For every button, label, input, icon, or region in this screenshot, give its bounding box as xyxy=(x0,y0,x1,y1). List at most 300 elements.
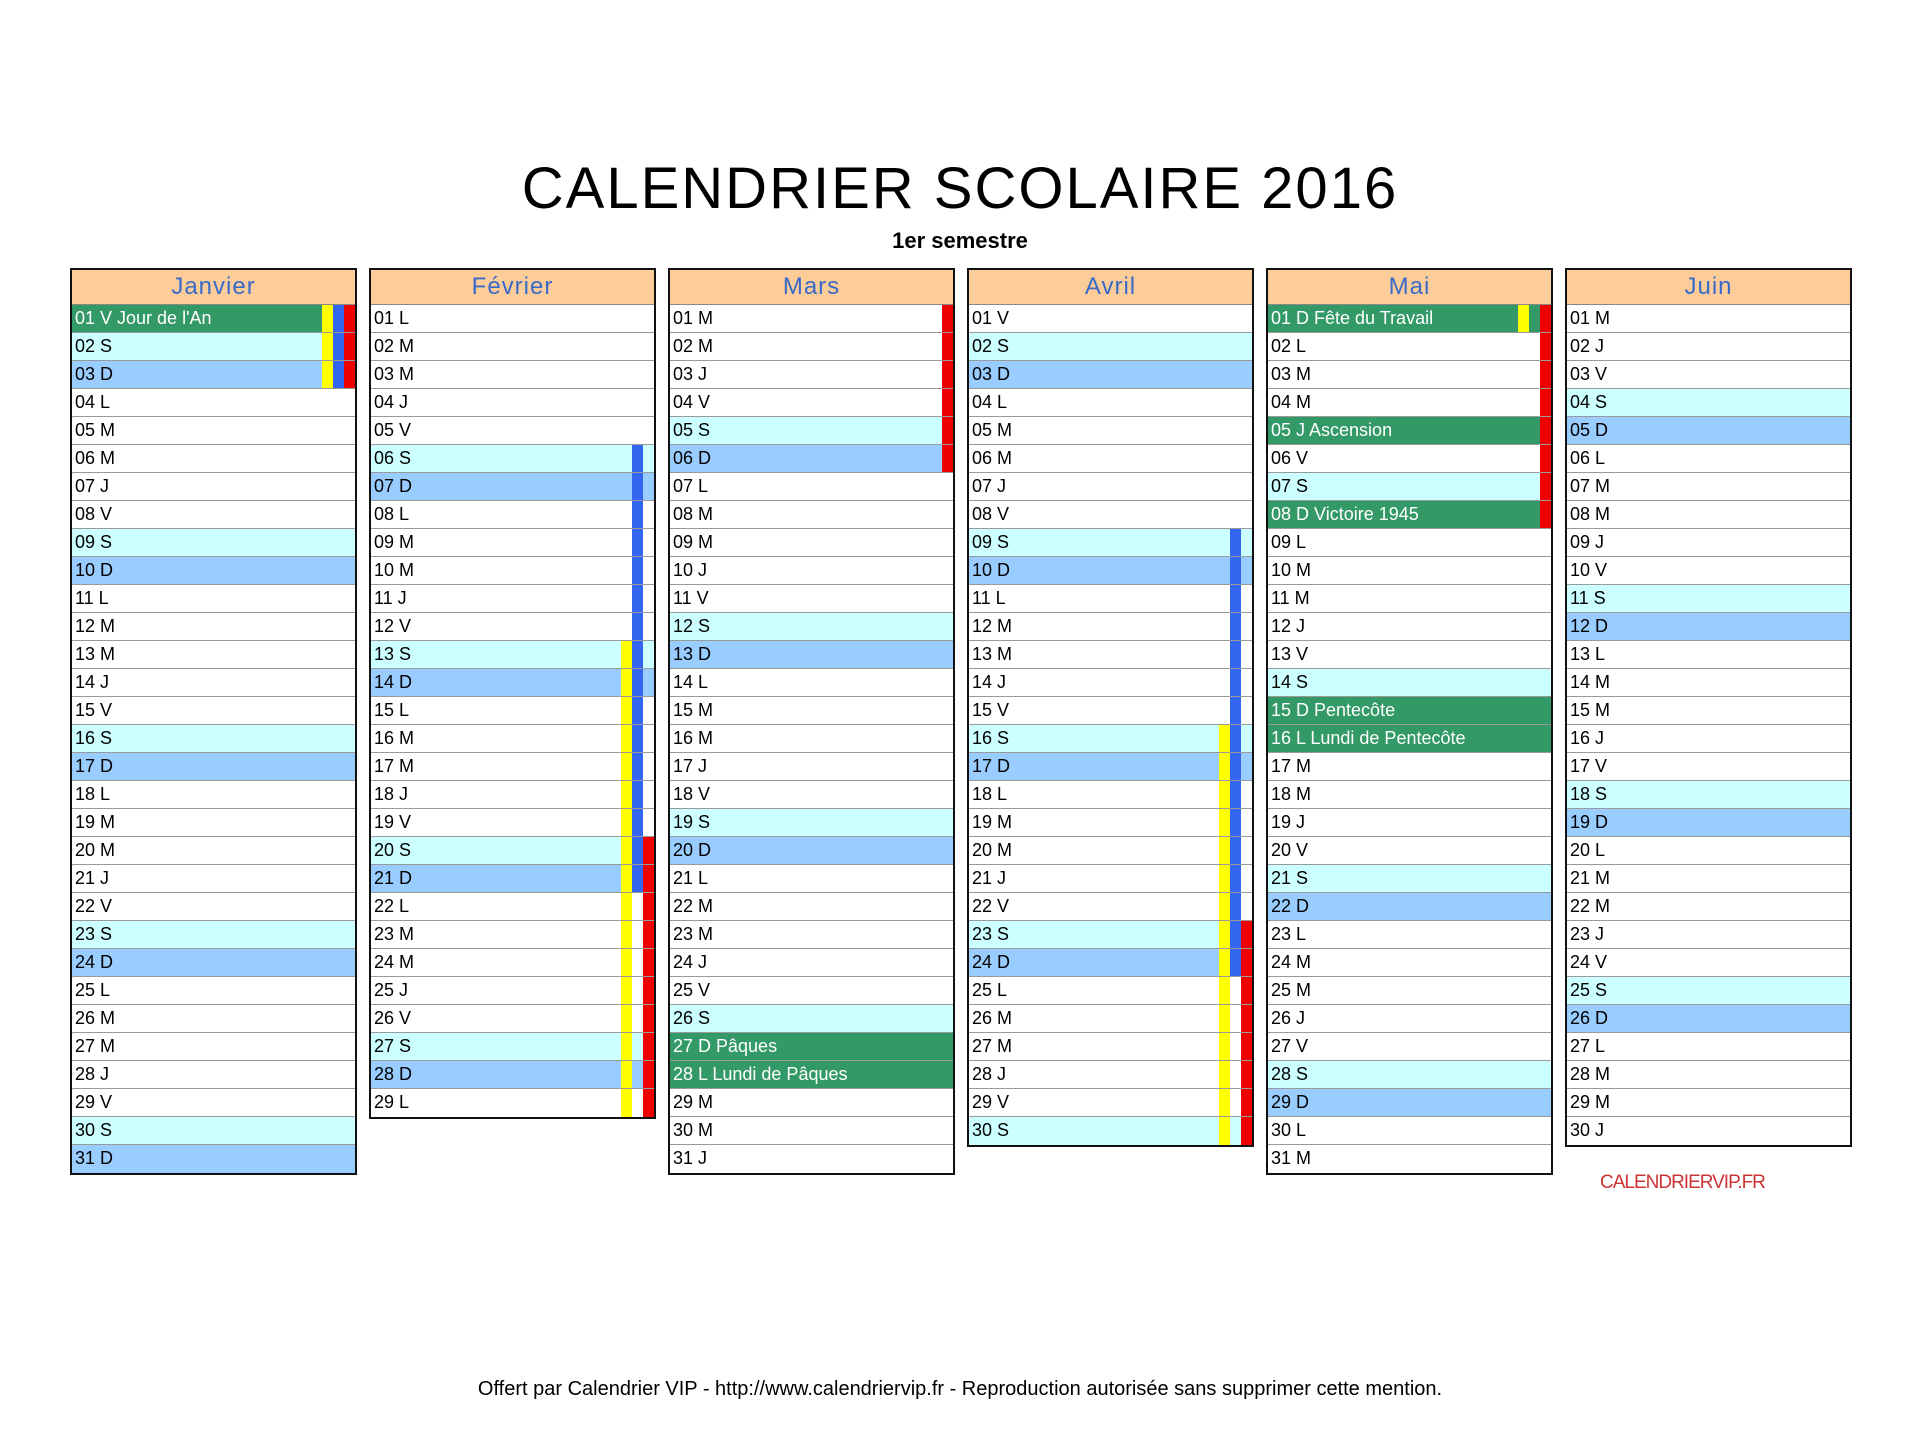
day-label: 08 D Victoire 1945 xyxy=(1271,504,1419,524)
day-row xyxy=(72,837,355,865)
day-label: 23 M xyxy=(673,924,714,944)
zone-a-marker xyxy=(1219,1061,1230,1088)
day-row xyxy=(72,753,355,781)
day-row xyxy=(371,809,654,837)
day-row xyxy=(1268,949,1551,977)
day-label: 29 L xyxy=(374,1092,410,1112)
day-label: 21 J xyxy=(75,868,110,888)
day-row xyxy=(670,781,953,809)
day-label: 05 J Ascension xyxy=(1271,420,1393,440)
zone-c-marker xyxy=(643,1089,654,1117)
day-row xyxy=(371,641,654,669)
day-label: 07 J xyxy=(75,476,110,496)
day-row xyxy=(1567,949,1850,977)
day-label: 11 J xyxy=(374,588,407,608)
day-row xyxy=(670,1033,953,1061)
day-label: 31 J xyxy=(673,1148,708,1168)
day-row xyxy=(1268,781,1551,809)
zone-c-marker xyxy=(643,949,654,976)
day-label: 20 V xyxy=(1271,840,1309,860)
zone-c-marker xyxy=(1241,1033,1252,1060)
zone-a-marker xyxy=(1219,949,1230,976)
day-label: 29 D xyxy=(1271,1092,1310,1112)
day-label: 09 M xyxy=(673,532,714,552)
day-label: 14 L xyxy=(673,672,709,692)
day-row xyxy=(1268,417,1551,445)
zone-b-marker xyxy=(1230,725,1241,752)
day-label: 28 D xyxy=(374,1064,413,1084)
zone-c-marker xyxy=(942,389,953,416)
day-label: 02 M xyxy=(374,336,415,356)
day-row xyxy=(1567,641,1850,669)
day-row xyxy=(371,305,654,333)
day-row xyxy=(72,893,355,921)
zone-a-marker xyxy=(621,921,632,948)
zone-c-marker xyxy=(942,445,953,472)
day-row xyxy=(670,585,953,613)
day-row xyxy=(969,613,1252,641)
month-column-mars xyxy=(668,268,955,1175)
day-row xyxy=(1567,529,1850,557)
day-row xyxy=(72,361,355,389)
day-row xyxy=(1268,641,1551,669)
day-row xyxy=(371,781,654,809)
day-label: 12 J xyxy=(1271,616,1306,636)
zone-b-marker xyxy=(632,809,643,836)
day-row xyxy=(670,613,953,641)
zone-a-marker xyxy=(621,669,632,696)
day-row xyxy=(371,725,654,753)
day-row xyxy=(670,557,953,585)
day-label: 04 L xyxy=(75,392,111,412)
month-column-avril xyxy=(967,268,1254,1147)
zone-a-marker xyxy=(621,781,632,808)
day-label: 30 J xyxy=(1570,1120,1605,1140)
day-row xyxy=(1567,669,1850,697)
zone-a-marker xyxy=(621,949,632,976)
day-row xyxy=(670,389,953,417)
day-row xyxy=(72,1061,355,1089)
zone-a-marker xyxy=(322,361,333,388)
day-row xyxy=(371,361,654,389)
day-row xyxy=(1268,473,1551,501)
day-row xyxy=(72,949,355,977)
day-row xyxy=(1567,809,1850,837)
day-row xyxy=(72,501,355,529)
day-row xyxy=(1268,753,1551,781)
day-row xyxy=(1268,305,1551,333)
zone-a-marker xyxy=(621,837,632,864)
day-label: 19 S xyxy=(673,812,711,832)
zone-b-marker xyxy=(1230,641,1241,668)
day-label: 16 J xyxy=(1570,728,1605,748)
day-label: 23 S xyxy=(75,924,113,944)
day-row xyxy=(670,893,953,921)
day-label: 28 L Lundi de Pâques xyxy=(673,1064,848,1084)
zone-b-marker xyxy=(632,473,643,500)
zone-c-marker xyxy=(1241,1089,1252,1116)
day-row xyxy=(1268,389,1551,417)
day-label: 06 L xyxy=(1570,448,1606,468)
zone-c-marker xyxy=(942,361,953,388)
day-row xyxy=(1567,361,1850,389)
zone-a-marker xyxy=(621,1005,632,1032)
zone-a-marker xyxy=(1219,725,1230,752)
day-label: 10 M xyxy=(374,560,415,580)
day-row xyxy=(1268,1117,1551,1145)
day-label: 24 M xyxy=(374,952,415,972)
month-header: Avril xyxy=(969,270,1252,305)
day-label: 16 L Lundi de Pentecôte xyxy=(1271,728,1466,748)
day-row xyxy=(969,725,1252,753)
day-label: 07 D xyxy=(374,476,413,496)
day-label: 27 M xyxy=(972,1036,1013,1056)
day-label: 11 S xyxy=(1570,588,1606,608)
day-row xyxy=(371,1061,654,1089)
zone-b-marker xyxy=(1230,753,1241,780)
day-row xyxy=(969,1117,1252,1145)
day-label: 14 S xyxy=(1271,672,1309,692)
day-row xyxy=(969,305,1252,333)
day-label: 24 D xyxy=(972,952,1011,972)
day-row xyxy=(969,1061,1252,1089)
day-row xyxy=(371,893,654,921)
day-row xyxy=(1268,921,1551,949)
zone-a-marker xyxy=(1219,865,1230,892)
day-label: 02 L xyxy=(1271,336,1307,356)
zone-a-marker xyxy=(1219,1005,1230,1032)
zone-c-marker xyxy=(344,333,355,360)
day-label: 19 D xyxy=(1570,812,1609,832)
day-row xyxy=(969,781,1252,809)
zone-a-marker xyxy=(621,1061,632,1088)
day-label: 03 D xyxy=(75,364,114,384)
day-label: 16 S xyxy=(972,728,1010,748)
day-row xyxy=(670,1061,953,1089)
month-column-juin xyxy=(1565,268,1852,1147)
day-row xyxy=(1567,977,1850,1005)
zone-b-marker xyxy=(1230,893,1241,920)
day-row xyxy=(72,417,355,445)
day-row xyxy=(1268,809,1551,837)
day-row xyxy=(670,529,953,557)
zone-b-marker xyxy=(333,361,344,388)
day-row xyxy=(1268,1005,1551,1033)
zone-b-marker xyxy=(1230,697,1241,724)
day-label: 19 J xyxy=(1271,812,1306,832)
day-label: 14 D xyxy=(374,672,413,692)
day-row xyxy=(969,1089,1252,1117)
day-label: 03 D xyxy=(972,364,1011,384)
zone-b-marker xyxy=(632,697,643,724)
zone-b-marker xyxy=(632,557,643,584)
day-label: 01 V xyxy=(972,308,1010,328)
day-row xyxy=(72,921,355,949)
day-row xyxy=(72,305,355,333)
zone-c-marker xyxy=(643,1033,654,1060)
day-label: 23 S xyxy=(972,924,1010,944)
day-label: 04 S xyxy=(1570,392,1608,412)
day-row xyxy=(969,921,1252,949)
day-row xyxy=(1268,529,1551,557)
day-row xyxy=(371,697,654,725)
zone-b-marker xyxy=(1230,949,1241,976)
day-row xyxy=(969,949,1252,977)
zone-c-marker xyxy=(643,1005,654,1032)
day-row xyxy=(371,753,654,781)
zone-b-marker xyxy=(1230,669,1241,696)
day-label: 11 V xyxy=(673,588,709,608)
day-row xyxy=(670,809,953,837)
zone-c-marker xyxy=(344,305,355,332)
day-label: 22 D xyxy=(1271,896,1310,916)
day-label: 27 D Pâques xyxy=(673,1036,778,1056)
day-row xyxy=(371,529,654,557)
zone-a-marker xyxy=(322,333,333,360)
day-row xyxy=(969,445,1252,473)
zone-a-marker xyxy=(621,977,632,1004)
day-row xyxy=(1268,865,1551,893)
day-label: 21 M xyxy=(1570,868,1611,888)
day-label: 18 J xyxy=(374,784,409,804)
day-label: 08 M xyxy=(673,504,714,524)
zone-b-marker xyxy=(1230,557,1241,584)
day-label: 20 S xyxy=(374,840,412,860)
day-row xyxy=(371,473,654,501)
day-row xyxy=(72,389,355,417)
day-row xyxy=(969,361,1252,389)
day-row xyxy=(371,865,654,893)
zone-a-marker xyxy=(1219,1089,1230,1116)
zone-c-marker xyxy=(643,921,654,948)
day-label: 09 J xyxy=(1570,532,1605,552)
day-label: 05 M xyxy=(972,420,1013,440)
zone-a-marker xyxy=(621,725,632,752)
day-label: 05 M xyxy=(75,420,116,440)
zone-a-marker xyxy=(621,1033,632,1060)
day-row xyxy=(1567,445,1850,473)
zone-c-marker xyxy=(1241,1117,1252,1145)
day-label: 05 S xyxy=(673,420,711,440)
day-label: 28 J xyxy=(972,1064,1007,1084)
zone-a-marker xyxy=(621,809,632,836)
day-label: 10 M xyxy=(1271,560,1312,580)
day-row xyxy=(1567,697,1850,725)
day-label: 26 J xyxy=(1271,1008,1306,1028)
day-row xyxy=(72,809,355,837)
day-row xyxy=(1268,669,1551,697)
day-row xyxy=(371,389,654,417)
day-row xyxy=(72,529,355,557)
day-row xyxy=(670,641,953,669)
day-label: 14 J xyxy=(972,672,1007,692)
day-row xyxy=(1268,893,1551,921)
zone-c-marker xyxy=(1241,1005,1252,1032)
day-label: 24 V xyxy=(1570,952,1608,972)
day-label: 08 V xyxy=(972,504,1010,524)
day-label: 15 L xyxy=(374,700,410,720)
zone-a-marker xyxy=(1219,893,1230,920)
day-label: 09 L xyxy=(1271,532,1307,552)
day-label: 06 S xyxy=(374,448,412,468)
day-row xyxy=(72,613,355,641)
day-label: 17 M xyxy=(1271,756,1312,776)
day-label: 14 M xyxy=(1570,672,1611,692)
day-row xyxy=(72,865,355,893)
zone-a-marker xyxy=(621,641,632,668)
day-row xyxy=(670,1089,953,1117)
day-row xyxy=(1268,557,1551,585)
zone-a-marker xyxy=(1518,305,1529,332)
zone-b-marker xyxy=(1230,529,1241,556)
day-label: 29 M xyxy=(1570,1092,1611,1112)
day-list xyxy=(371,305,654,1117)
zone-c-marker xyxy=(344,361,355,388)
day-label: 27 V xyxy=(1271,1036,1309,1056)
zone-c-marker xyxy=(1540,473,1551,500)
day-label: 15 M xyxy=(1570,700,1611,720)
zone-b-marker xyxy=(1230,809,1241,836)
day-label: 20 L xyxy=(1570,840,1606,860)
zone-a-marker xyxy=(621,1089,632,1117)
zone-c-marker xyxy=(1540,333,1551,360)
day-label: 01 L xyxy=(374,308,410,328)
day-label: 04 V xyxy=(673,392,711,412)
day-label: 26 D xyxy=(1570,1008,1609,1028)
day-label: 09 S xyxy=(75,532,113,552)
day-row xyxy=(72,473,355,501)
day-label: 20 M xyxy=(75,840,116,860)
day-row xyxy=(1567,417,1850,445)
day-row xyxy=(371,417,654,445)
zone-a-marker xyxy=(621,753,632,780)
zone-b-marker xyxy=(1230,585,1241,612)
zone-b-marker xyxy=(1230,865,1241,892)
day-label: 16 M xyxy=(673,728,714,748)
zone-c-marker xyxy=(643,977,654,1004)
day-label: 26 M xyxy=(972,1008,1013,1028)
day-list xyxy=(969,305,1252,1145)
day-list xyxy=(72,305,355,1173)
month-column-janvier xyxy=(70,268,357,1175)
day-label: 04 L xyxy=(972,392,1008,412)
day-row xyxy=(371,949,654,977)
zone-b-marker xyxy=(632,781,643,808)
zone-c-marker xyxy=(942,305,953,332)
day-row xyxy=(1268,1089,1551,1117)
day-label: 09 S xyxy=(972,532,1010,552)
zone-c-marker xyxy=(942,333,953,360)
day-label: 24 D xyxy=(75,952,114,972)
day-row xyxy=(1567,1061,1850,1089)
day-label: 01 M xyxy=(1570,308,1611,328)
day-row xyxy=(969,837,1252,865)
day-label: 28 J xyxy=(75,1064,110,1084)
day-row xyxy=(1567,473,1850,501)
day-row xyxy=(371,613,654,641)
day-label: 18 S xyxy=(1570,784,1608,804)
day-label: 10 V xyxy=(1570,560,1608,580)
day-label: 10 D xyxy=(75,560,114,580)
day-row xyxy=(969,333,1252,361)
day-label: 31 D xyxy=(75,1148,114,1168)
day-label: 30 L xyxy=(1271,1120,1307,1140)
day-label: 30 S xyxy=(75,1120,113,1140)
day-label: 13 D xyxy=(673,644,712,664)
day-row xyxy=(72,585,355,613)
zone-b-marker xyxy=(632,669,643,696)
zone-c-marker xyxy=(1540,501,1551,528)
zone-a-marker xyxy=(1219,837,1230,864)
day-row xyxy=(670,305,953,333)
day-row xyxy=(1567,781,1850,809)
day-row xyxy=(670,837,953,865)
day-row xyxy=(670,501,953,529)
day-label: 22 M xyxy=(673,896,714,916)
day-label: 29 M xyxy=(673,1092,714,1112)
zone-a-marker xyxy=(1219,977,1230,1004)
day-label: 27 L xyxy=(1570,1036,1606,1056)
day-label: 03 J xyxy=(673,364,708,384)
day-row xyxy=(371,333,654,361)
day-row xyxy=(670,1005,953,1033)
day-row xyxy=(969,529,1252,557)
day-label: 25 V xyxy=(673,980,711,1000)
month-header: Janvier xyxy=(72,270,355,305)
zone-a-marker xyxy=(1219,809,1230,836)
zone-b-marker xyxy=(1230,781,1241,808)
month-header: Juin xyxy=(1567,270,1850,305)
day-label: 06 M xyxy=(75,448,116,468)
month-column-mai xyxy=(1266,268,1553,1175)
zone-c-marker xyxy=(1241,1061,1252,1088)
zone-b-marker xyxy=(333,305,344,332)
day-row xyxy=(1567,613,1850,641)
zone-c-marker xyxy=(1540,417,1551,444)
day-label: 23 L xyxy=(1271,924,1307,944)
day-row xyxy=(1567,1005,1850,1033)
day-row xyxy=(1268,361,1551,389)
day-label: 23 J xyxy=(1570,924,1605,944)
day-label: 25 S xyxy=(1570,980,1608,1000)
day-row xyxy=(969,501,1252,529)
day-row xyxy=(72,697,355,725)
zone-c-marker xyxy=(1540,445,1551,472)
day-label: 26 M xyxy=(75,1008,116,1028)
day-row xyxy=(1268,697,1551,725)
day-row xyxy=(969,641,1252,669)
day-label: 20 D xyxy=(673,840,712,860)
zone-c-marker xyxy=(1540,361,1551,388)
day-row xyxy=(72,1117,355,1145)
day-row xyxy=(1567,557,1850,585)
day-label: 28 S xyxy=(1271,1064,1309,1084)
month-column-fevrier xyxy=(369,268,656,1119)
day-label: 04 J xyxy=(374,392,409,412)
zone-b-marker xyxy=(632,641,643,668)
day-list xyxy=(1268,305,1551,1173)
day-label: 28 M xyxy=(1570,1064,1611,1084)
day-row xyxy=(670,473,953,501)
day-label: 20 M xyxy=(972,840,1013,860)
zone-b-marker xyxy=(632,445,643,472)
day-row xyxy=(969,977,1252,1005)
day-label: 17 D xyxy=(75,756,114,776)
day-label: 10 D xyxy=(972,560,1011,580)
day-label: 03 M xyxy=(1271,364,1312,384)
day-row xyxy=(1268,1061,1551,1089)
day-label: 07 S xyxy=(1271,476,1309,496)
